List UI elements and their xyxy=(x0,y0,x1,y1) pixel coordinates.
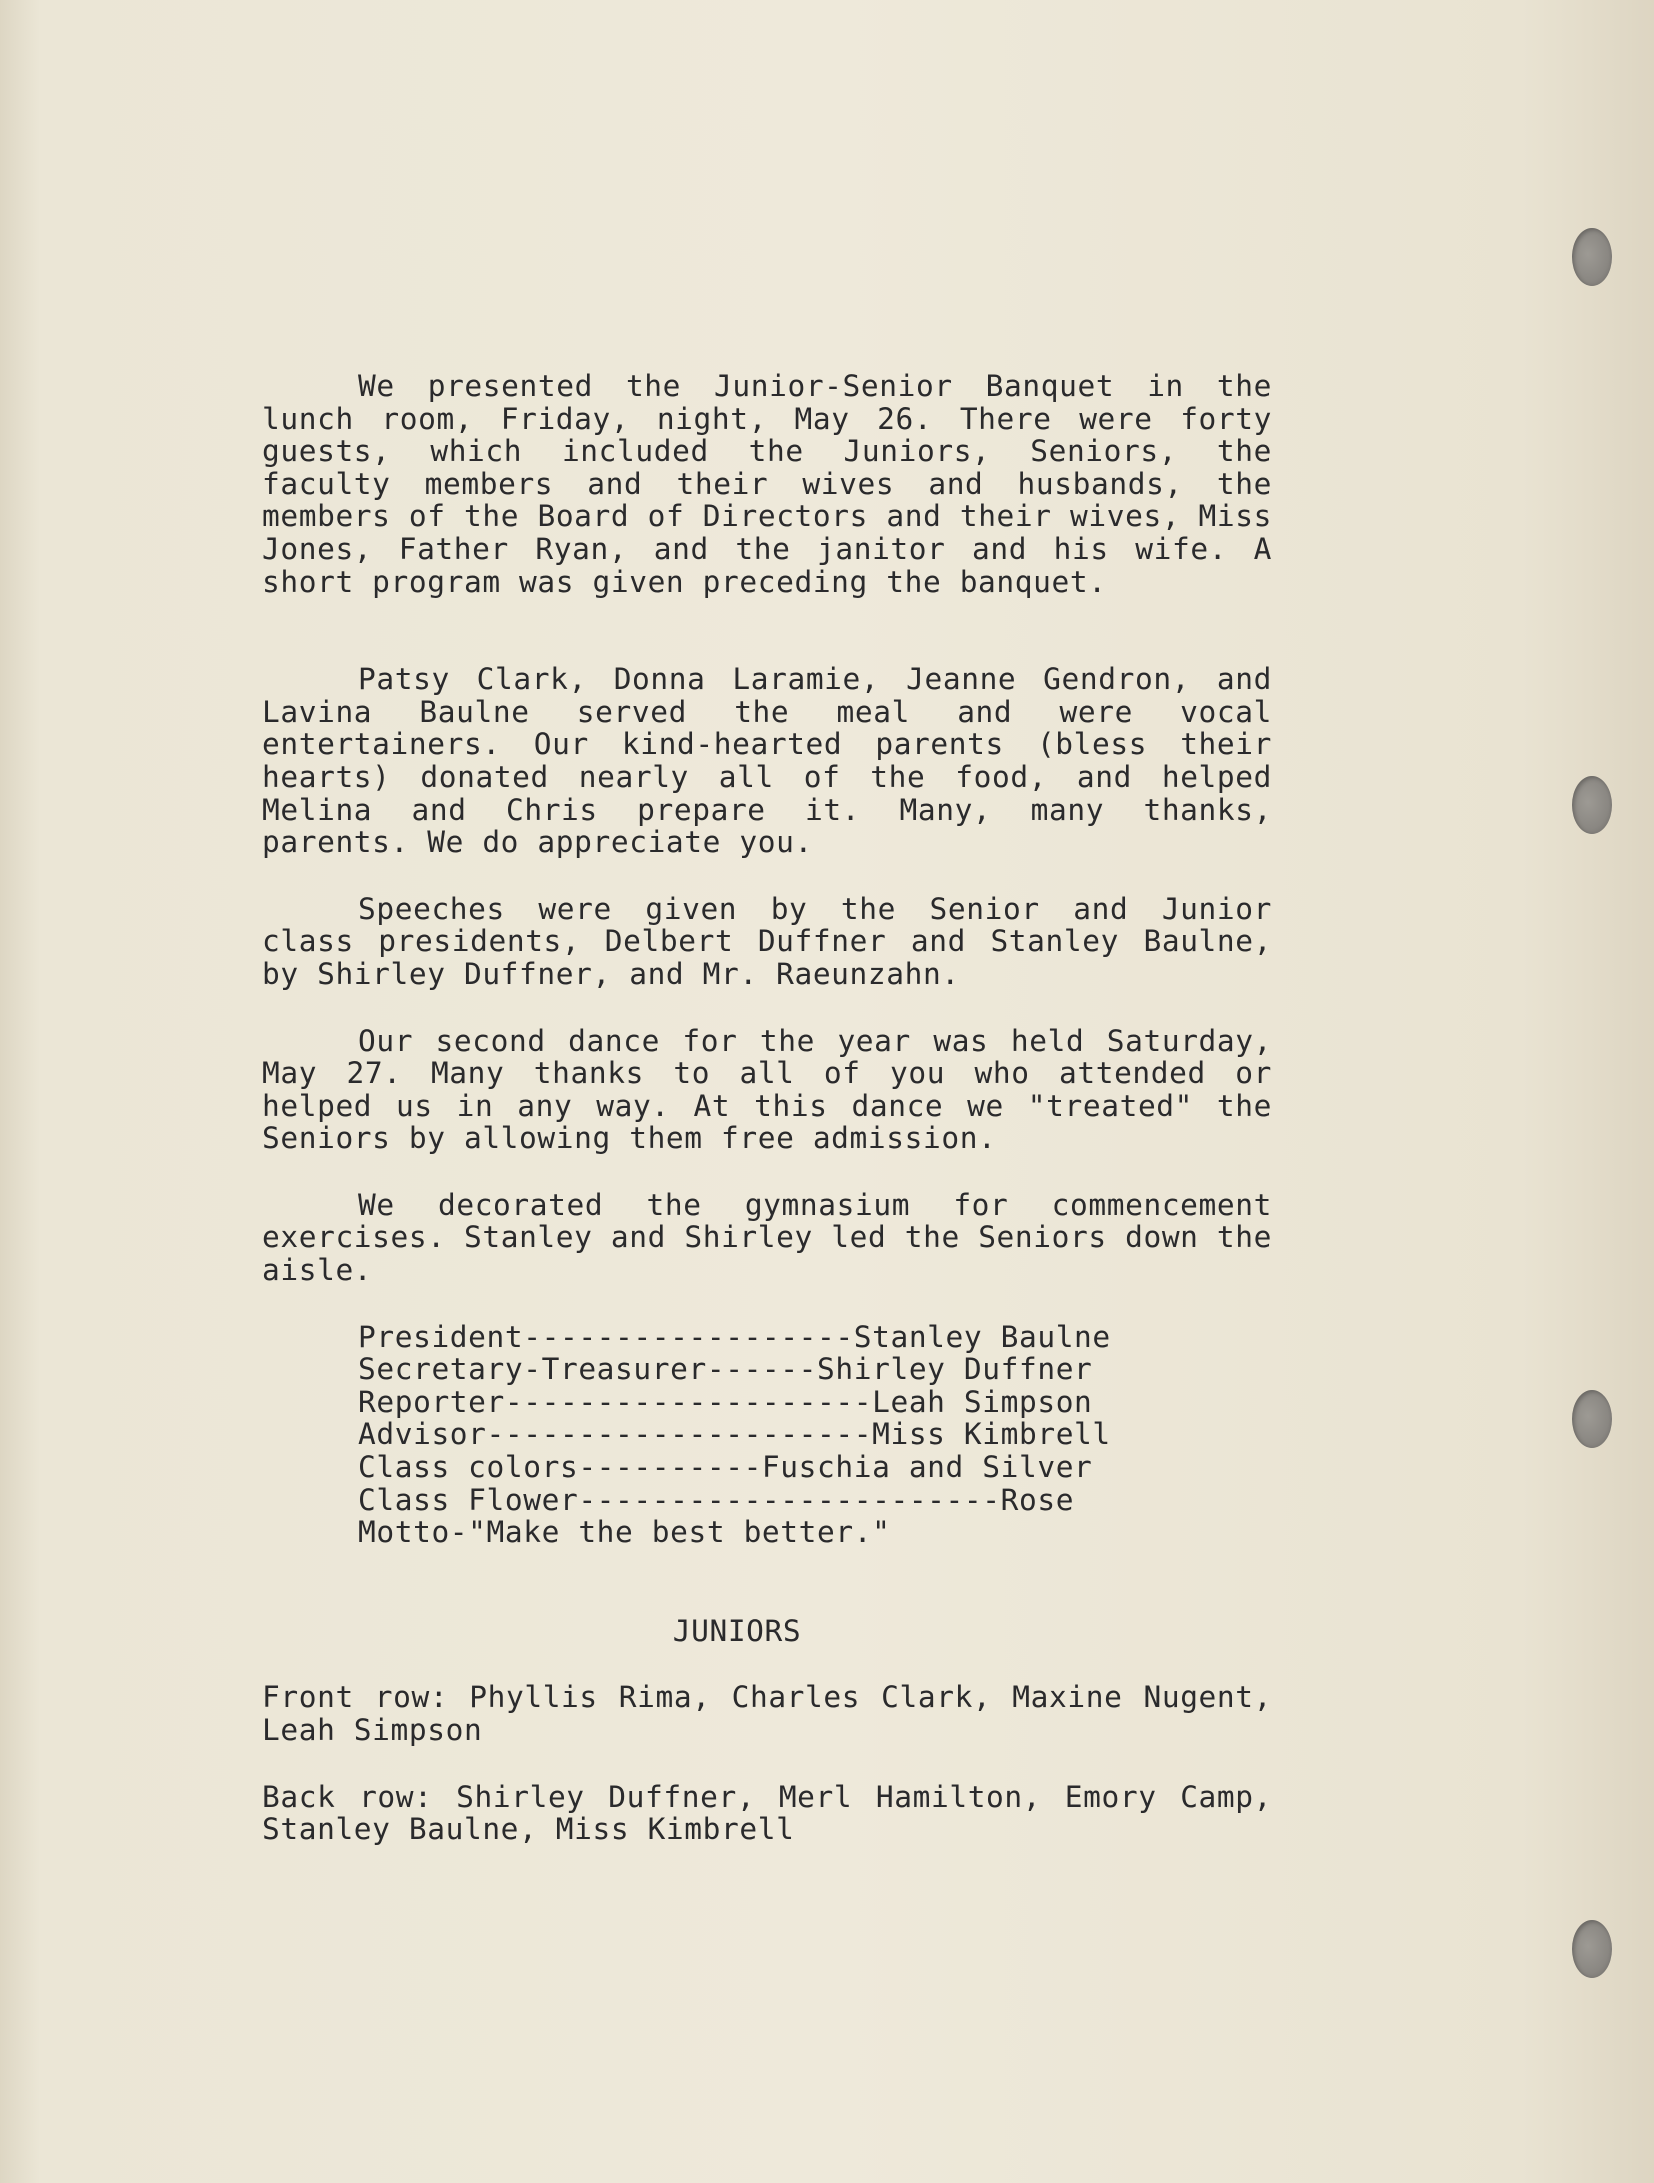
paragraph-dance xyxy=(262,1025,1272,1155)
binder-hole xyxy=(1572,776,1612,834)
paragraph-servers xyxy=(262,663,1272,859)
paragraph-text: We presented the Junior-Senior Banquet in the lunch room, Friday, night, May 26. There were forty guests, which included the Juniors, Seniors, the faculty members and their wives and husbands, the members of the Board of Directors and their wives, Miss Jones, Father Ryan, and the janitor and his wife. A short program was given preceding the banquet. xyxy=(262,369,1272,599)
typed-text-body xyxy=(262,370,1272,1875)
class-colors: Class colors----------Fuschia and Silver xyxy=(358,1450,1093,1485)
officer-reporter: Reporter--------------------Leah Simpson xyxy=(358,1384,1093,1419)
paragraph-speeches xyxy=(262,893,1272,991)
paragraph-text: We decorated the gymnasium for commencement exercises. Stanley and Shirley led the Seniors down the aisle. xyxy=(262,1187,1272,1288)
binder-hole xyxy=(1572,228,1612,286)
paragraph-banquet xyxy=(262,370,1272,598)
officer-president: President------------------Stanley Baulne xyxy=(358,1319,1111,1354)
officer-advisor: Advisor---------------------Miss Kimbrell xyxy=(358,1417,1111,1452)
paragraph-text: Our second dance for the year was held Saturday, May 27. Many thanks to all of you who attended or helped us in any way. At this dance we "treated" the Seniors by allowing them free admission. xyxy=(262,1023,1272,1156)
paragraph-text: Patsy Clark, Donna Laramie, Jeanne Gendron, and Lavina Baulne served the meal and were vocal entertainers. Our kind-hearted parents (bless their hearts) donated nearly all of the food, and helped Melina and Chris prepare it. Many, many thanks, parents. We do appreciate you. xyxy=(262,662,1272,860)
juniors-heading: JUNIORS xyxy=(672,1613,802,1648)
officer-secretary-treasurer: Secretary-Treasurer------Shirley Duffner xyxy=(358,1352,1093,1387)
class-motto: Motto-"Make the best better." xyxy=(358,1515,891,1550)
class-officers-list xyxy=(262,1321,1272,1549)
class-flower: Class Flower-----------------------Rose xyxy=(358,1482,1075,1517)
binder-hole xyxy=(1572,1390,1612,1448)
front-row-names: Front row: Phyllis Rima, Charles Clark, Maxine Nugent, Leah Simpson xyxy=(262,1680,1272,1747)
binder-hole xyxy=(1572,1920,1612,1978)
paragraph-text: Speeches were given by the Senior and Junior class presidents, Delbert Duffner and Stanley Baulne, by Shirley Duffner, and Mr. Raeunzahn. xyxy=(262,891,1272,991)
back-row-names: Back row: Shirley Duffner, Merl Hamilton, Emory Camp, Stanley Baulne, Miss Kimbrell xyxy=(262,1779,1272,1847)
paragraph-commencement xyxy=(262,1189,1272,1287)
